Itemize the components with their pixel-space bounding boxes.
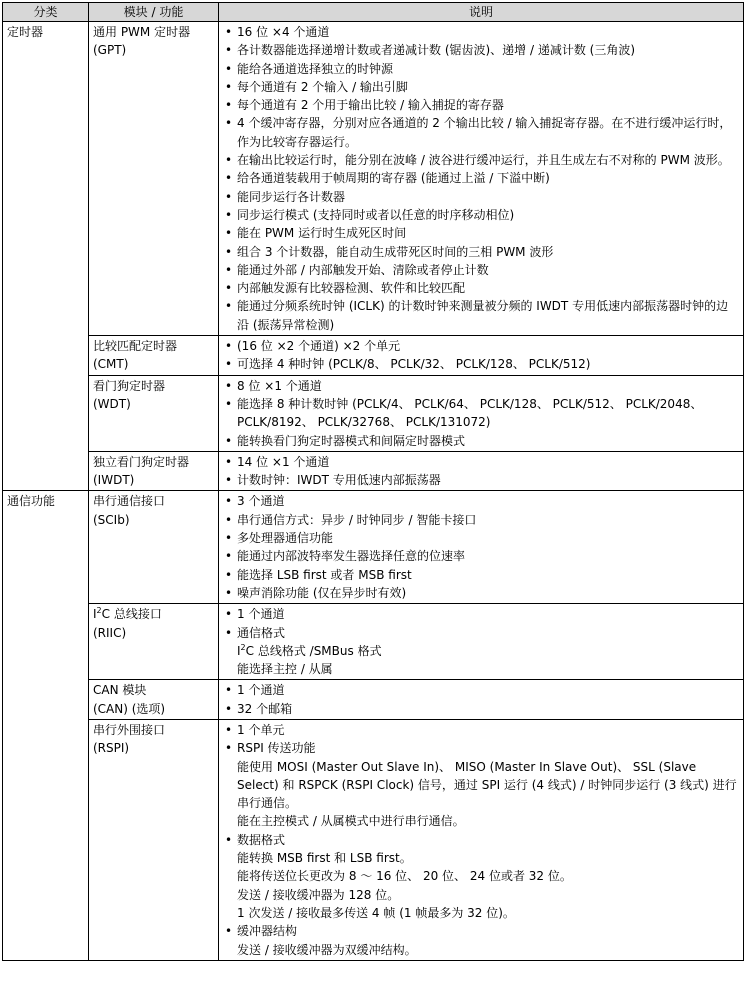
sub-line: 能使用 MOSI (Master Out Slave In)、 MISO (Master In Slave Out)、 SSL (Slave Select) 和 RSPCK (RSPI Clock) 信号，通过 SPI 运行 (4 线式) / 时钟同步运行 (3 线式) 进行串行通信。 [237, 759, 737, 811]
list-item: • 32 个邮箱 [225, 700, 739, 718]
table-row-riic [3, 604, 744, 680]
table-row-can [3, 680, 744, 720]
module-wdt [89, 375, 219, 451]
module-name: 独立看门狗定时器 [93, 454, 190, 469]
table-row-iwdt [3, 451, 744, 491]
module-can [89, 680, 219, 720]
sub-line: $I^2C$ 总线格式 /SMBus 格式 [237, 642, 382, 658]
module-name: CAN 模块 [93, 683, 147, 698]
table-row-rspi [3, 719, 744, 960]
list-item: • (16 位 ×2 个通道) ×2 个单元 [225, 337, 739, 355]
header-category: 分类 [3, 3, 89, 22]
sub-line: 能选择主控 / 从属 [237, 662, 333, 677]
table-row-gpt [3, 22, 744, 336]
module-abbr: (CAN) (选项) [93, 701, 166, 716]
module-name: $I^2C$ 总线接口 [93, 606, 162, 622]
description-can [219, 680, 744, 720]
table-row-cmt [3, 336, 744, 376]
table-row-wdt [3, 375, 744, 451]
sub-line: 发送 / 接收缓冲器为 128 位。 [237, 887, 400, 902]
list-item: • 14 位 ×1 个通道 [225, 453, 739, 471]
module-abbr: (RSPI) [93, 741, 130, 756]
list-item: • 8 位 ×1 个通道 [225, 377, 739, 395]
list-item: • 能转换看门狗定时器模式和间隔定时器模式 [225, 432, 739, 450]
list-item: • 各计数器能选择递增计数或者递减计数 (锯齿波)、递增 / 递减计数 (三角波) [225, 41, 739, 59]
header-module: 模块 / 功能 [89, 3, 219, 22]
module-abbr: (CMT) [93, 357, 129, 372]
module-abbr: (IWDT) [93, 473, 135, 488]
list-item: • 通信格式 $I^2C$ 总线格式 /SMBus 格式 能选择主控 / 从属 [225, 624, 739, 679]
category-communication: 通信功能 [3, 491, 89, 960]
module-abbr: (SCIb) [93, 512, 130, 527]
module-gpt [89, 22, 219, 336]
module-abbr: (RIIC) [93, 625, 127, 640]
list-item: • 能通过外部 / 内部触发开始、清除或者停止计数 [225, 261, 739, 279]
list-item: • 4 个缓冲寄存器，分别对应各通道的 2 个输出比较 / 输入捕捉寄存器。在不进行缓冲运行时，作为比较寄存器运行。 [225, 114, 739, 151]
header-description: 说明 [219, 3, 744, 22]
description-iwdt [219, 451, 744, 491]
list-item: • 1 个通道 [225, 605, 739, 623]
list-item: • 16 位 ×4 个通道 [225, 23, 739, 41]
description-gpt [219, 22, 744, 336]
list-item: • 每个通道有 2 个用于输出比较 / 输入捕捉的寄存器 [225, 96, 739, 114]
module-name: 比较匹配定时器 [93, 339, 178, 354]
list-item: • 串行通信方式：异步 / 时钟同步 / 智能卡接口 [225, 511, 739, 529]
list-item: • 在输出比较运行时，能分别在波峰 / 波谷进行缓冲运行，并且生成左右不对称的 PWM 波形。 [225, 151, 739, 169]
list-item: • 1 个单元 [225, 721, 739, 739]
list-item: • 每个通道有 2 个输入 / 输出引脚 [225, 78, 739, 96]
list-item: • 可选择 4 种时钟 (PCLK/8、 PCLK/32、 PCLK/128、 PCLK/512) [225, 355, 739, 373]
table-row-sci [3, 491, 744, 604]
sub-line: 能在主控模式 / 从属模式中进行串行通信。 [237, 814, 465, 829]
module-iwdt [89, 451, 219, 491]
category-timer: 定时器 [3, 22, 89, 491]
sub-line: 1 次发送 / 接收最多传送 4 帧 (1 帧最多为 32 位)。 [237, 905, 515, 920]
list-item: • 组合 3 个计数器，能自动生成带死区时间的三相 PWM 波形 [225, 243, 739, 261]
list-item: • 3 个通道 [225, 492, 739, 510]
sub-line: 发送 / 接收缓冲器为双缓冲结构。 [237, 942, 417, 957]
list-item: • 能通过分频系统时钟 (ICLK) 的计数时钟来测量被分频的 IWDT 专用低速内部振荡器时钟的边沿 (振荡异常检测) [225, 297, 739, 334]
list-item: • 给各通道装载用于帧周期的寄存器 (能通过上溢 / 下溢中断) [225, 169, 739, 187]
description-rspi [219, 719, 744, 960]
list-item: • 1 个通道 [225, 681, 739, 699]
list-item: • 能在 PWM 运行时生成死区时间 [225, 224, 739, 242]
spec-table [2, 2, 744, 961]
sub-line: 能将传送位长更改为 8 ～ 16 位、 20 位、 24 位或者 32 位。 [237, 869, 572, 884]
list-item: • 能同步运行各计数器 [225, 188, 739, 206]
list-item: • 能选择 LSB first 或者 MSB first [225, 566, 739, 584]
module-rspi [89, 719, 219, 960]
module-sci [89, 491, 219, 604]
list-item: • 内部触发源有比较器检测、软件和比较匹配 [225, 279, 739, 297]
module-name: 串行通信接口 [93, 494, 166, 509]
description-cmt [219, 336, 744, 376]
list-item: • 噪声消除功能 (仅在异步时有效) [225, 584, 739, 602]
description-riic [219, 604, 744, 680]
list-item: • 同步运行模式 (支持同时或者以任意的时序移动相位) [225, 206, 739, 224]
module-riic [89, 604, 219, 680]
module-abbr: (GPT) [93, 43, 127, 58]
list-item: • 能给各通道选择独立的时钟源 [225, 60, 739, 78]
list-item: • 能通过内部波特率发生器选择任意的位速率 [225, 547, 739, 565]
module-name: 通用 PWM 定时器 [93, 25, 191, 39]
list-item: • 计数时钟：IWDT 专用低速内部振荡器 [225, 471, 739, 489]
module-name: 串行外围接口 [93, 722, 166, 737]
list-item: • 数据格式 能转换 MSB first 和 LSB first。 能将传送位长更改为 8 ～ 16 位、 20 位、 24 位或者 32 位。 发送 / 接收缓冲器为 128 位。 1 次发送 / 接收最多传送 4 帧 (1 帧最多为 32 位)。 [225, 831, 739, 922]
description-wdt [219, 375, 744, 451]
module-cmt [89, 336, 219, 376]
list-item: • 缓冲器结构 发送 / 接收缓冲器为双缓冲结构。 [225, 922, 739, 959]
list-item: • 多处理器通信功能 [225, 529, 739, 547]
module-name: 看门狗定时器 [93, 378, 166, 393]
description-sci [219, 491, 744, 604]
module-abbr: (WDT) [93, 396, 131, 411]
sub-line: 能转换 MSB first 和 LSB first。 [237, 851, 412, 866]
table-header-row [3, 3, 744, 22]
list-item: • RSPI 传送功能 能使用 MOSI (Master Out Slave In)、 MISO (Master In Slave Out)、 SSL (Slave Select) 和 RSPCK (RSPI Clock) 信号，通过 SPI 运行 (4 线式) / 时钟同步运行 (3 线式) 进行串行通信。 能在主控模式 / 从属模式中进行串行通信。 [225, 739, 739, 830]
list-item: • 能选择 8 种计数时钟 (PCLK/4、 PCLK/64、 PCLK/128、 PCLK/512、 PCLK/2048、 PCLK/8192、 PCLK/32768、 PCLK/131072) [225, 395, 739, 432]
